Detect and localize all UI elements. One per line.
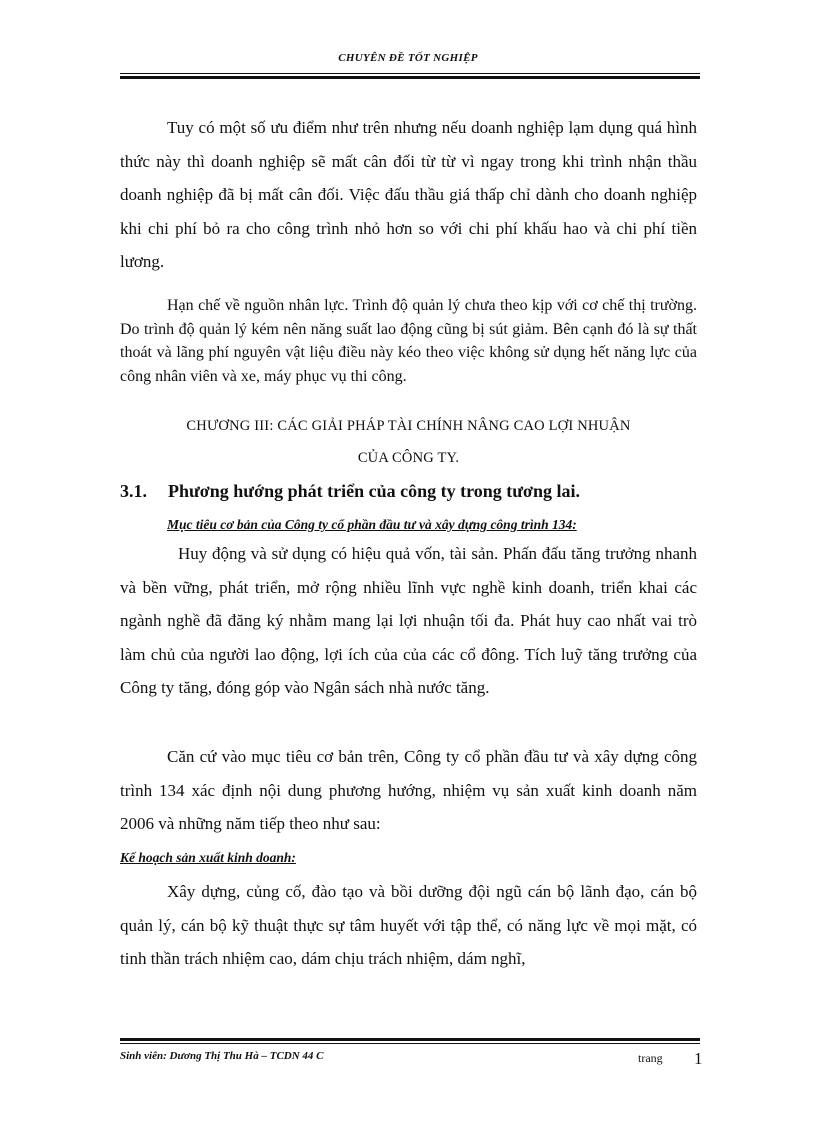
section-number: 3.1. — [120, 481, 147, 501]
footer-rule-thin — [120, 1043, 700, 1044]
footer-page-number: 1 — [694, 1049, 703, 1068]
paragraph-1: Tuy có một số ưu điểm như trên nhưng nếu doanh nghiệp lạm dụng quá hình thức này thì doanh nghiệp sẽ mất cân đối từ từ vì ngay trong khi trình nhận thầu doanh nghiệp đã bị mất cân đối. Việc đấu thầu giá thấp chỉ dành cho doanh nghiệp khi chi phí bỏ ra cho công trình nhỏ hơn so với chi phí khấu hao và chi phí tiền lương. — [120, 118, 697, 271]
header-title: CHUYÊN ĐỀ TỐT NGHIỆP — [338, 52, 478, 64]
header-rule-thick — [120, 76, 700, 79]
chapter-heading-line-2: CỦA CÔNG TY. — [357, 450, 460, 466]
paragraph-4: Căn cứ vào mục tiêu cơ bản trên, Công ty cổ phần đầu tư và xây dựng công trình 134 xác định nội dung phương hướng, nhiệm vụ sản xuất kinh doanh năm 2006 và những năm tiếp theo như sau: — [120, 747, 697, 833]
subheading-business-plan: Kế hoạch sản xuất kinh doanh: — [120, 850, 296, 865]
paragraph-2: Hạn chế về nguồn nhân lực. Trình độ quản lý chưa theo kịp với cơ chế thị trường. Do trình độ quản lý kém nên năng suất lao động cũng bị sút giảm. Bên cạnh đó là sự thất thoát và lãng phí nguyên vật liệu điều này kéo theo việc không sử dụng hết năng lực của công nhân viên và xe, máy phục vụ thi công. — [120, 297, 697, 385]
chapter-heading-line-1: CHƯƠNG III: CÁC GIẢI PHÁP TÀI CHÍNH NÂNG CAO LỢI NHUẬN — [186, 418, 631, 434]
footer-page-label: trang — [638, 1051, 663, 1065]
footer-rule-thick — [120, 1038, 700, 1041]
header-rule-thin — [120, 73, 700, 74]
subheading-objectives: Mục tiêu cơ bản của Công ty cổ phần đầu tư và xây dựng công trình 134: — [167, 517, 577, 532]
footer-author: Sinh viên: Dương Thị Thu Hà – TCDN 44 C — [120, 1050, 324, 1062]
section-title: Phương hướng phát triển của công ty trong tương lai. — [168, 481, 581, 501]
paragraph-5: Xây dựng, củng cố, đào tạo và bồi dưỡng đội ngũ cán bộ lãnh đạo, cán bộ quản lý, cán bộ kỹ thuật thực sự tâm huyết với tập thể, có năng lực về mọi mặt, có tinh thần trách nhiệm cao, dám chịu trách nhiệm, dám nghĩ, — [120, 882, 697, 968]
paragraph-3: Huy động và sử dụng có hiệu quả vốn, tài sản. Phấn đấu tăng trưởng nhanh và bền vững, phát triển, mở rộng nhiều lĩnh vực nghề kinh doanh, triển khai các ngành nghề đã đăng ký nhằm mang lại lợi nhuận tối đa. Phát huy cao nhất vai trò làm chủ của người lao động, lợi ích của của các cổ đông. Tích luỹ tăng trưởng của Công ty tăng, đóng góp vào Ngân sách nhà nước tăng. — [120, 544, 697, 697]
